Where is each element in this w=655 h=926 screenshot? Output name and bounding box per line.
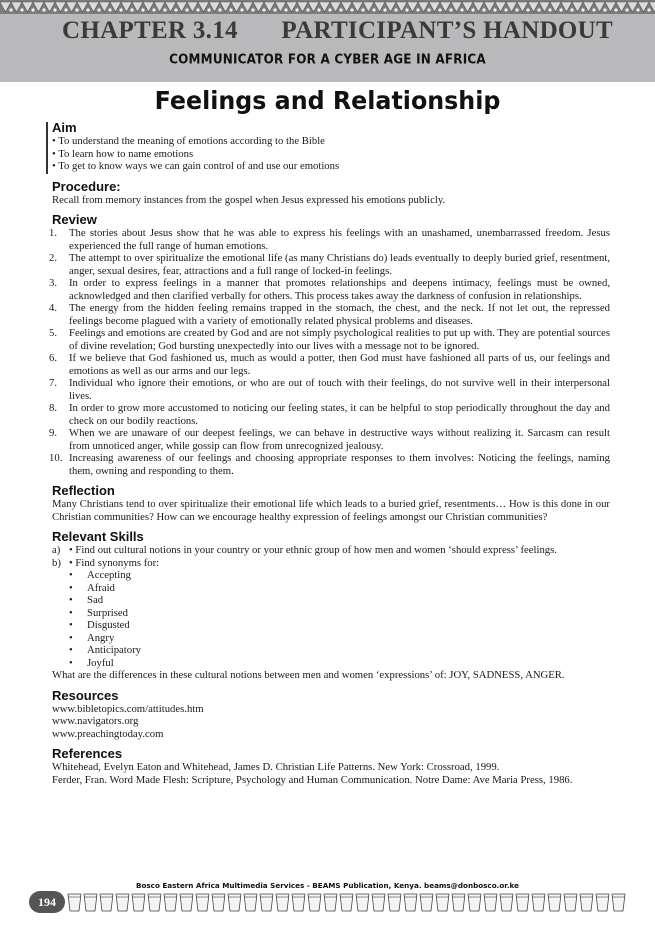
review-section <box>49 212 610 477</box>
page-title: Feelings and Relationship <box>154 86 501 115</box>
review-item-text: The energy from the hidden feeling remains trapped in the stomach, the chest, and the neck. If not let out, the repressed feelings become plagued with a variety of emotionally related physical problems and diseases. <box>69 302 610 327</box>
pattern-dot <box>108 8 111 11</box>
cup-glyph <box>228 894 241 911</box>
cup-glyph <box>292 894 305 911</box>
pattern-dot <box>262 8 265 11</box>
resource-link[interactable]: www.navigators.org <box>52 715 139 727</box>
pattern-dot <box>625 8 628 11</box>
pattern-dot <box>75 8 78 11</box>
review-item <box>49 352 610 377</box>
cup-glyph <box>132 894 145 911</box>
skill-text: Find synonyms for: <box>75 556 160 569</box>
cup-glyph <box>404 894 417 911</box>
pattern-dot <box>86 8 89 11</box>
review-list <box>49 227 610 477</box>
cup-glyph <box>100 894 113 911</box>
pattern-dot <box>97 8 100 11</box>
cup-glyph <box>356 894 369 911</box>
pattern-dot <box>537 8 540 11</box>
references-section <box>52 746 610 786</box>
cup-glyph <box>164 894 177 911</box>
skills-closing-text: What are the differences in these cultural notions between men and women ‘expressions’ of: JOY, SADNESS, ANGER. <box>52 669 565 681</box>
review-item-text: The stories about Jesus show that he was able to express his feelings with an unashamed, unembarrassed freedom. Jesus experienced the full range of human emotions. <box>69 227 610 252</box>
skill-item-a <box>52 544 610 557</box>
pattern-dot <box>9 8 12 11</box>
pattern-dot <box>394 8 397 11</box>
aim-section <box>52 120 610 173</box>
pattern-dot <box>42 8 45 11</box>
pattern-dot <box>163 8 166 11</box>
pattern-dot <box>471 8 474 11</box>
review-item-text: The attempt to over spiritualize the emotional life (as many Christians do) leads eventually to deeply buried grief, resentment, anger, sexual desires, fear, attractions and a full range of locked-in feelings. <box>69 252 610 277</box>
reference-item: Ferder, Fran. Word Made Flesh: Scripture, Psychology and Human Communication. Notre Dame: Ave Maria Press, 1986. <box>52 773 573 786</box>
pattern-dot <box>548 8 551 11</box>
cup-glyph <box>580 894 593 911</box>
cup-glyph <box>468 894 481 911</box>
pattern-dot <box>361 8 364 11</box>
review-item-text: Individual who ignore their emotions, or who are out of touch with their feelings, do not survive well in their interpersonal lives. <box>69 377 610 402</box>
synonym-item: • Accepting <box>69 569 610 582</box>
footer-publisher-text: Bosco Eastern Africa Multimedia Services - BEAMS Publication, Kenya. beams@donbosco.or.ke <box>135 881 520 890</box>
pattern-dot <box>31 8 34 11</box>
aim-item: • To learn how to name emotions <box>52 148 610 161</box>
cup-glyph <box>276 894 289 911</box>
pattern-dot <box>581 8 584 11</box>
cup-glyph <box>372 894 385 911</box>
procedure-text: Recall from memory instances from the gospel when Jesus expressed his emotions publicly. <box>52 193 446 206</box>
resource-link[interactable]: www.bibletopics.com/attitudes.htm <box>52 702 204 715</box>
cup-glyph <box>340 894 353 911</box>
pattern-dot <box>185 8 188 11</box>
pattern-dot <box>20 8 23 11</box>
cup-glyph <box>116 894 129 911</box>
review-item-number: 4. <box>49 302 58 314</box>
review-item-text: In order to grow more accustomed to noticing our feeling states, it can be helpful to stop periodically throughout the day and check on our bodily reactions. <box>69 402 610 427</box>
pattern-dot <box>229 8 232 11</box>
review-item <box>49 377 610 402</box>
cup-glyph <box>196 894 209 911</box>
cup-glyph <box>84 894 97 911</box>
pattern-dot <box>405 8 408 11</box>
review-item <box>49 452 610 477</box>
synonym-list <box>52 569 610 669</box>
pattern-dot <box>284 8 287 11</box>
references-heading: References <box>52 746 123 761</box>
pattern-dot <box>141 8 144 11</box>
pattern-dot <box>119 8 122 11</box>
review-item <box>49 302 610 327</box>
pattern-dot <box>295 8 298 11</box>
pattern-dot <box>174 8 177 11</box>
review-item <box>49 227 610 252</box>
pattern-dot <box>53 8 56 11</box>
pattern-dot <box>350 8 353 11</box>
pattern-dot <box>614 8 617 11</box>
skill-label: • b) <box>52 556 61 569</box>
synonym-item: • Anticipatory <box>69 644 610 657</box>
pattern-dot <box>460 8 463 11</box>
review-item-number: 10. <box>49 452 63 464</box>
review-item-text: Feelings and emotions are created by God and are not simply psychological realities to put up with. They are potential sources of divine revelation; God bursting unexpectedly into our lives with a message not to be ignored. <box>69 327 610 352</box>
pattern-dot <box>339 8 342 11</box>
synonym-item: • Disgusted <box>69 619 610 632</box>
pattern-dot <box>504 8 507 11</box>
chapter-label: CHAPTER 3.14 <box>62 17 238 44</box>
pattern-dot <box>482 8 485 11</box>
pattern-dot <box>570 8 573 11</box>
review-item-number: 3. <box>49 277 58 289</box>
pattern-dot <box>273 8 276 11</box>
pattern-dot <box>207 8 210 11</box>
cup-glyph <box>244 894 257 911</box>
cup-glyph <box>148 894 161 911</box>
aim-list <box>52 135 610 173</box>
pattern-dot <box>603 8 606 11</box>
cup-glyph <box>436 894 449 911</box>
review-item-text: In order to express feelings in a manner that promotes relationships and deepens intimacy, feelings must be owned, acknowledged and then clarified verbally for others. This process takes away the darkness of confusion in relationships. <box>69 277 610 302</box>
decorative-cup-border <box>66 891 626 915</box>
pattern-dot <box>328 8 331 11</box>
review-item-number: 9. <box>49 427 58 439</box>
synonym-item: • Joyful <box>69 657 610 670</box>
pattern-dot <box>493 8 496 11</box>
pattern-dot <box>449 8 452 11</box>
aim-item: • To get to know ways we can gain control of and use our emotions <box>52 160 610 173</box>
resources-section <box>52 688 610 741</box>
reflection-section <box>52 483 610 523</box>
pattern-dot <box>196 8 199 11</box>
pattern-dot <box>64 8 67 11</box>
aim-item: • To understand the meaning of emotions according to the Bible <box>52 135 610 148</box>
resource-link[interactable]: www.preachingtoday.com <box>52 727 164 740</box>
skill-label: • a) <box>52 544 61 556</box>
skill-item-b <box>52 557 610 570</box>
review-item-text: Increasing awareness of our feelings and choosing appropriate responses to them involves: Noticing the feelings, naming them, owning and responding to them. <box>69 452 610 477</box>
review-item-number: 5. <box>49 327 58 339</box>
pattern-dot <box>592 8 595 11</box>
review-item <box>49 252 610 277</box>
page-number-badge: 194 <box>29 891 65 913</box>
cup-glyph <box>212 894 225 911</box>
review-item-number: 6. <box>49 352 58 364</box>
review-item-number: 8. <box>49 402 58 414</box>
book-subtitle: COMMUNICATOR FOR A CYBER AGE IN AFRICA <box>169 51 486 67</box>
review-item <box>49 427 610 452</box>
review-item-text: When we are unaware of our deepest feelings, we can behave in destructive ways without realizing it. Sarcasm can result from unnoticed anger, while gossip can flow from unrecognized jealousy. <box>69 427 610 452</box>
cup-glyph <box>420 894 433 911</box>
pattern-dot <box>647 8 650 11</box>
pattern-dot <box>317 8 320 11</box>
aim-bar-decoration <box>46 122 48 174</box>
synonym-item: • Surprised <box>69 607 610 620</box>
skill-text: Find out cultural notions in your country or your ethnic group of how men and women ‘should express’ feelings. <box>75 544 557 556</box>
pattern-dot <box>130 8 133 11</box>
cup-glyph <box>388 894 401 911</box>
cup-glyph <box>180 894 193 911</box>
procedure-heading: Procedure: <box>52 178 121 194</box>
cup-glyph <box>516 894 529 911</box>
cup-glyph <box>596 894 609 911</box>
review-item <box>49 327 610 352</box>
cup-glyph <box>484 894 497 911</box>
synonym-item: • Afraid <box>69 582 610 595</box>
pattern-dot <box>636 8 639 11</box>
review-item-text: If we believe that God fashioned us, much as would a potter, then God must have fashioned all parts of us, our feelings and emotions as well as our arms and our legs. <box>69 352 610 377</box>
pattern-dot <box>559 8 562 11</box>
pattern-dot <box>152 8 155 11</box>
cup-glyph <box>452 894 465 911</box>
decorative-pattern-strip <box>0 0 655 14</box>
review-item-number: 2. <box>49 252 58 264</box>
cup-glyph <box>564 894 577 911</box>
cup-glyph <box>612 894 625 911</box>
pattern-dot <box>416 8 419 11</box>
cup-glyph <box>68 894 81 911</box>
review-item <box>49 402 610 427</box>
cup-glyph <box>308 894 321 911</box>
synonym-item: • Sad <box>69 594 610 607</box>
cup-glyph <box>532 894 545 911</box>
skills-list <box>52 544 610 569</box>
pattern-dot <box>526 8 529 11</box>
reference-item: Whitehead, Evelyn Eaton and Whitehead, James D. Christian Life Patterns. New York: Crossroad, 1999. <box>52 761 500 773</box>
pattern-dot <box>251 8 254 11</box>
reflection-text: Many Christians tend to over spiritualize their emotional life which leads to a buried grief, resentments… How is this done in our Christian communities? How can we encourage healthy expression of feelings amongst our Christian communities? <box>52 498 610 523</box>
pattern-dot <box>372 8 375 11</box>
cup-glyph <box>548 894 561 911</box>
pattern-dot <box>438 8 441 11</box>
skills-heading: Relevant Skills <box>52 529 144 544</box>
pattern-dot <box>218 8 221 11</box>
aim-heading: Aim <box>52 120 77 135</box>
pattern-dot <box>383 8 386 11</box>
reflection-heading: Reflection <box>52 483 115 498</box>
resources-heading: Resources <box>52 687 119 703</box>
procedure-section <box>52 179 610 207</box>
cup-glyph <box>324 894 337 911</box>
handout-content <box>49 120 610 792</box>
pattern-dot <box>515 8 518 11</box>
pattern-dot <box>427 8 430 11</box>
pattern-dot <box>306 8 309 11</box>
skills-section <box>52 529 610 682</box>
cup-glyph <box>500 894 513 911</box>
review-heading: Review <box>52 212 97 227</box>
cup-glyph <box>260 894 273 911</box>
review-item-number: 7. <box>49 377 58 389</box>
handout-label: PARTICIPANT’S HANDOUT <box>281 17 613 44</box>
review-item <box>49 277 610 302</box>
review-item-number: 1. <box>49 227 58 239</box>
synonym-item: • Angry <box>69 632 610 645</box>
page-header-band <box>0 0 655 82</box>
pattern-dot <box>240 8 243 11</box>
